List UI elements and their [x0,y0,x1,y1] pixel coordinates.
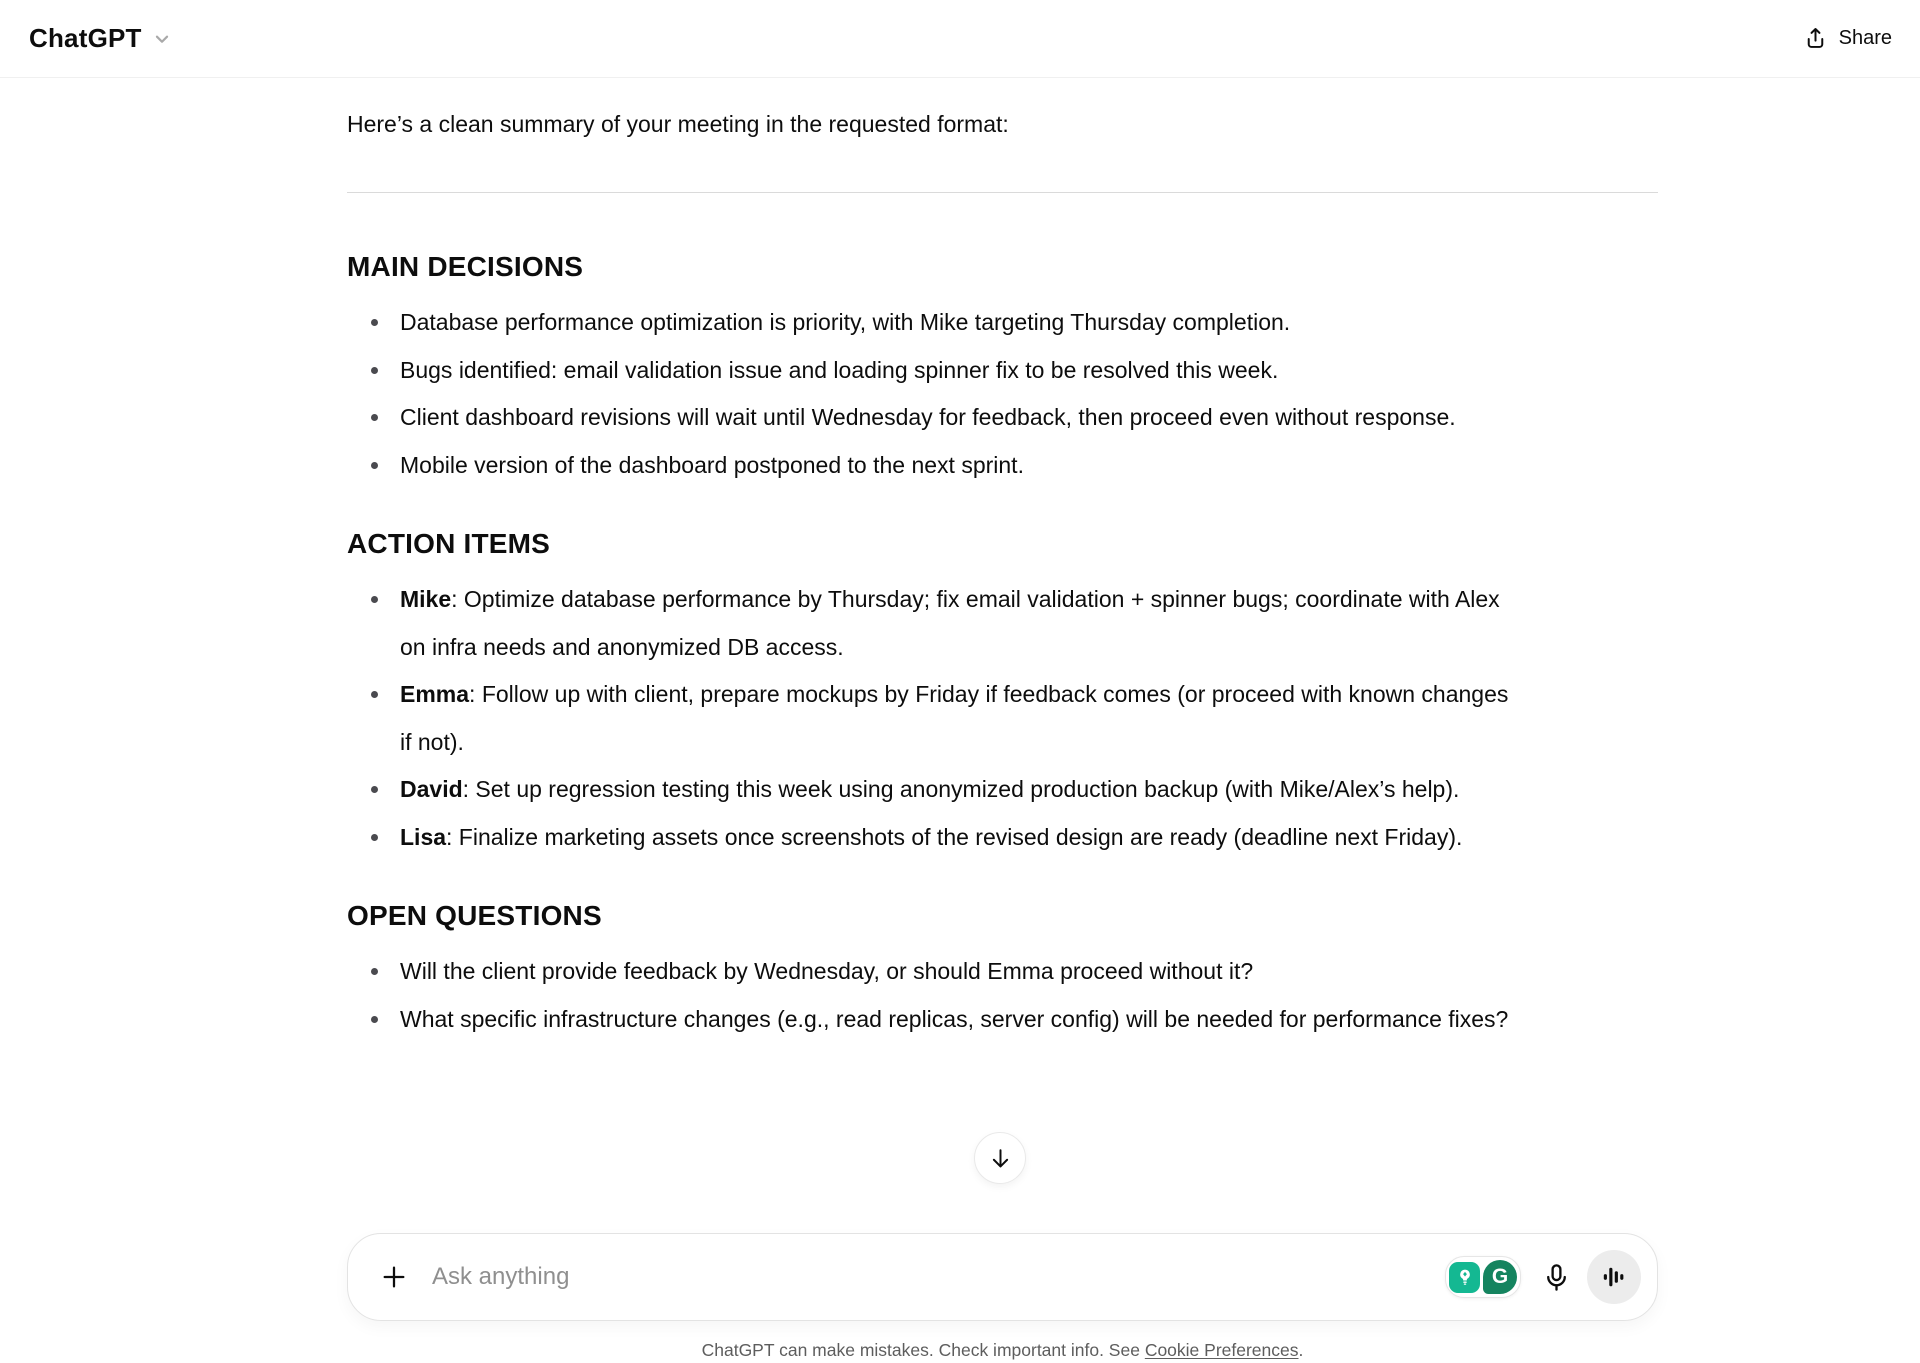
message-composer[interactable] [347,1233,1658,1321]
attach-button[interactable] [372,1255,416,1299]
list-item [347,996,1515,1044]
chat-input[interactable] [432,1263,1445,1291]
share-label: Share [1838,27,1892,49]
plus-icon [378,1261,410,1293]
message-intro: Here’s a clean summary of your meeting in the requested format: [347,111,1009,137]
list-item [347,576,1515,671]
list-item-text: Client dashboard revisions will wait until Wednesday for feedback, then proceed even without response. [400,404,1456,430]
horizontal-rule [347,192,1658,193]
grammarly-extension-widget[interactable] [1445,1256,1521,1298]
list-item [347,347,1515,395]
list-item [347,442,1515,490]
share-button[interactable] [1803,26,1892,51]
arrow-down-icon [987,1145,1014,1172]
model-picker[interactable] [29,23,173,54]
assignee-name: David [400,776,463,802]
section-heading-open-questions: OPEN QUESTIONS [347,900,602,931]
voice-mode-button[interactable] [1587,1250,1641,1304]
section-heading-main-decisions: MAIN DECISIONS [347,251,584,282]
microphone-icon [1541,1262,1572,1293]
section-heading-action-items: ACTION ITEMS [347,528,551,559]
list-item-text: Will the client provide feedback by Wednesday, or should Emma proceed without it? [400,958,1254,984]
grammarly-suggestion-icon [1449,1262,1480,1293]
list-item-text: Mobile version of the dashboard postponed to the next sprint. [400,451,1024,478]
assignee-name: Lisa [400,823,447,850]
disclaimer-suffix: . [1298,1340,1304,1360]
list-item [347,394,1515,442]
list-item-text: What specific infrastructure changes (e.g., read replicas, server config) will be needed for performance fixes? [400,1005,1509,1032]
list-item-text: : Set up regression testing this week using anonymized production backup (with Mike/Alex’s help). [462,776,1460,802]
assignee-name: Mike [400,586,452,612]
top-bar [0,0,1920,78]
main-decisions-list [347,299,1515,489]
list-item-text: : Follow up with client, prepare mockups by Friday if feedback comes (or proceed with known changes if not). [400,681,1509,755]
voice-waveform-icon [1600,1263,1628,1291]
disclaimer-text: ChatGPT can make mistakes. Check important info. See [701,1340,1145,1360]
dictate-button[interactable] [1533,1254,1579,1300]
scroll-to-bottom-button[interactable] [974,1132,1026,1184]
list-item-text: : Finalize marketing assets once screenshots of the revised design are ready (deadline next Friday). [446,823,1463,850]
grammarly-logo-icon: G [1483,1260,1517,1294]
share-icon [1803,26,1828,51]
action-items-list [347,576,1515,861]
open-questions-list [347,948,1515,1043]
list-item-text: Bugs identified: email validation issue and loading spinner fix to be resolved this week. [400,356,1279,383]
list-item-text: Database performance optimization is priority, with Mike targeting Thursday completion. [400,309,1291,335]
list-item-text: : Optimize database performance by Thursday; fix email validation + spinner bugs; coordinate with Alex on infra needs and anonymized DB access. [400,586,1500,660]
list-item [347,671,1515,766]
cookie-preferences-link[interactable]: Cookie Preferences [1144,1340,1299,1360]
app-title: ChatGPT [29,23,142,53]
list-item [347,948,1515,996]
list-item [347,766,1515,814]
list-item [347,299,1515,347]
assistant-message [347,78,1658,1043]
disclaimer-bar [347,1340,1658,1361]
list-item [347,814,1515,862]
chevron-down-icon [151,28,173,50]
assignee-name: Emma [400,681,470,707]
